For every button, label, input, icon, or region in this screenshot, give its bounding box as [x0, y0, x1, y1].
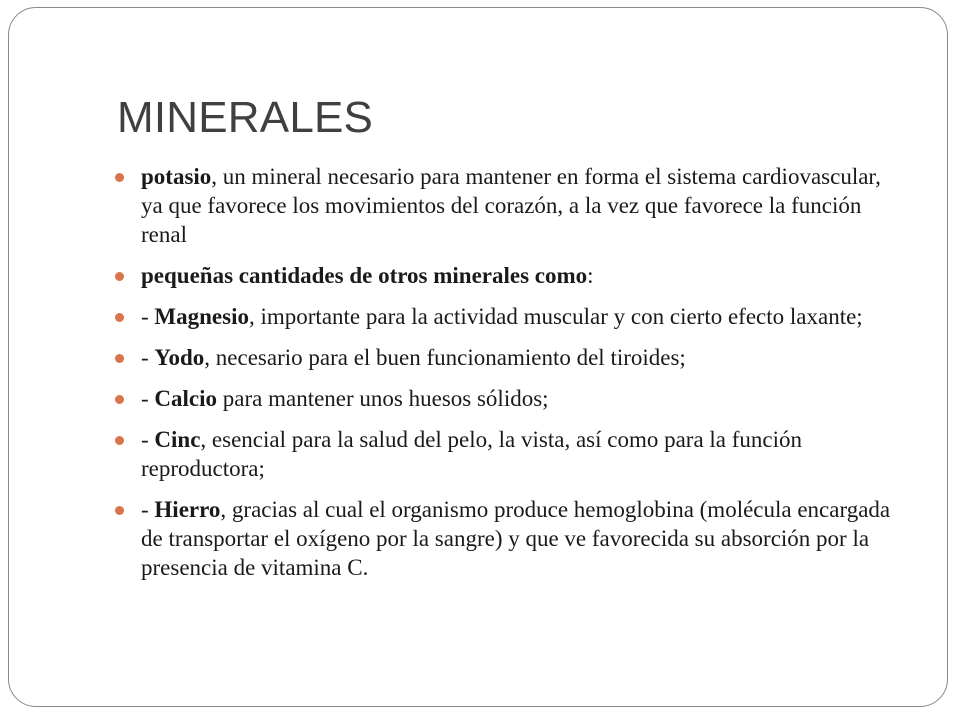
bullet-item-otros-minerales: [115, 261, 905, 290]
bullet-item-cinc: [115, 425, 905, 483]
bullet-dot-icon: [115, 354, 124, 363]
bullet-list: [115, 162, 905, 594]
bullet-prefix: -: [141, 345, 155, 370]
slide-frame: [8, 7, 948, 707]
bullet-item-yodo: [115, 343, 905, 372]
bullet-item-calcio: [115, 384, 905, 413]
bullet-dot-icon: [115, 506, 124, 515]
bullet-prefix: -: [141, 386, 155, 411]
bullet-dot-icon: [115, 436, 124, 445]
bullet-prefix: -: [141, 304, 155, 329]
bullet-dot-icon: [115, 272, 124, 281]
bullet-text: , esencial para la salud del pelo, la vista, así como para la función reproductora;: [141, 427, 803, 481]
bullet-text: , gracias al cual el organismo produce hemoglobina (molécula encargada de transportar el oxígeno por la sangre) y que ve favorecida su absorción por la presencia de vitamina C.: [141, 497, 891, 580]
bullet-prefix: -: [141, 497, 155, 522]
bullet-prefix: -: [141, 427, 155, 452]
bullet-dot-icon: [115, 173, 124, 182]
bullet-item-potasio: [115, 162, 905, 249]
bullet-term: pequeñas cantidades de otros minerales como: [141, 263, 588, 288]
bullet-term: potasio: [141, 164, 212, 189]
bullet-term: Calcio: [154, 386, 218, 411]
bullet-text: para mantener unos huesos sólidos;: [217, 386, 549, 411]
bullet-text: , necesario para el buen funcionamiento del tiroides;: [204, 345, 686, 370]
bullet-term: Cinc: [154, 427, 201, 452]
bullet-text: , un mineral necesario para mantener en forma el sistema cardiovascular, ya que favorece los movimientos del corazón, a la vez que favorece la función renal: [141, 164, 881, 247]
bullet-item-hierro: [115, 495, 905, 582]
bullet-item-magnesio: [115, 302, 905, 331]
bullet-text: , importante para la actividad muscular y con cierto efecto laxante;: [248, 304, 863, 329]
bullet-term: Magnesio: [154, 304, 249, 329]
slide-title: MINERALES: [117, 93, 374, 142]
bullet-term: Yodo: [154, 345, 205, 370]
bullet-dot-icon: [115, 395, 124, 404]
bullet-term: Hierro: [154, 497, 221, 522]
bullet-dot-icon: [115, 313, 124, 322]
bullet-text: :: [587, 263, 594, 288]
